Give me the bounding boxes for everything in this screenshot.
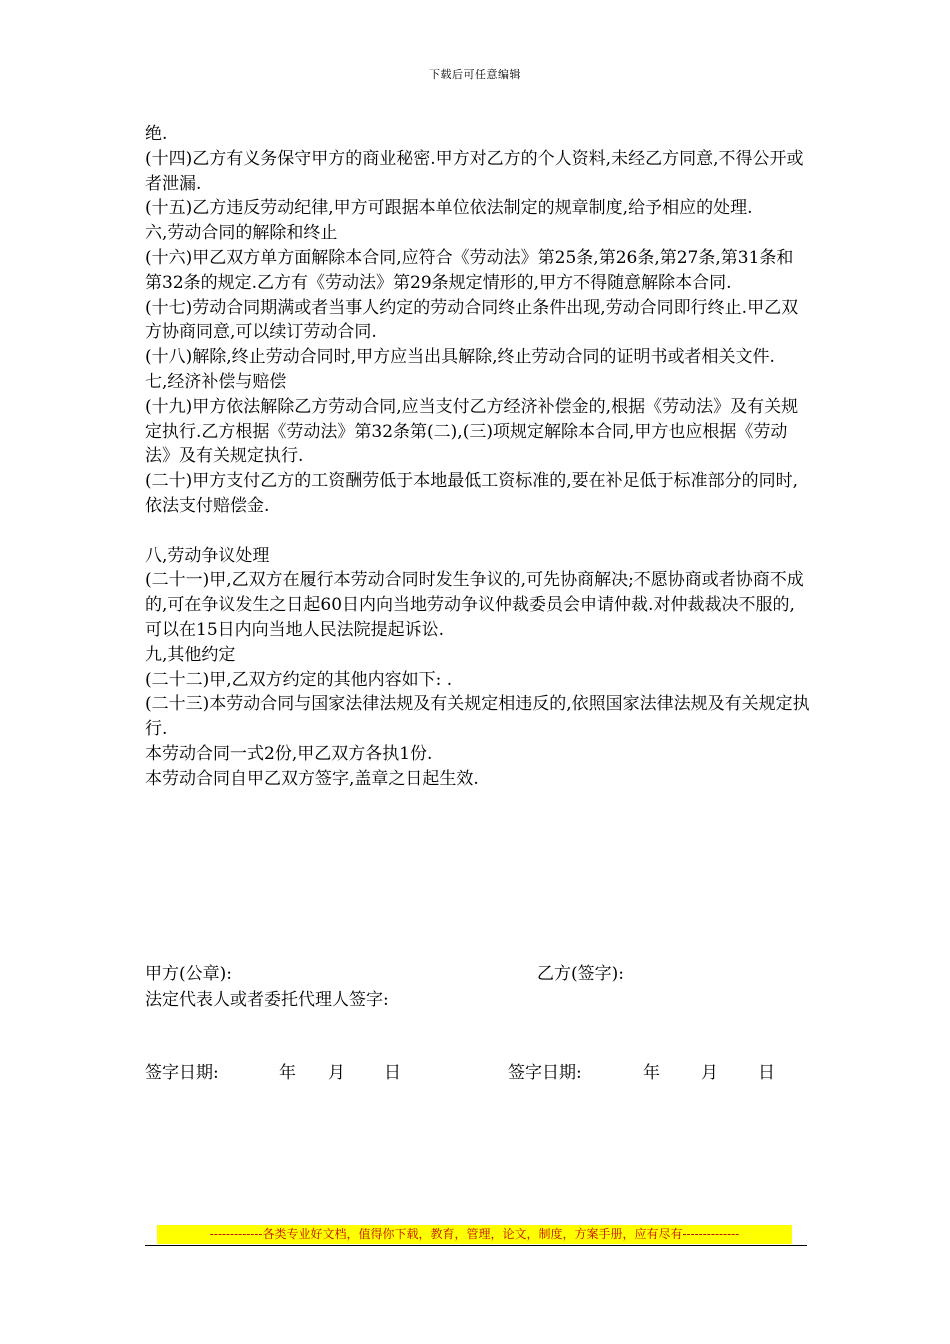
signature-date-row bbox=[145, 1060, 810, 1086]
year-label-party-a: 年 bbox=[279, 1063, 296, 1083]
year-label-party-b: 年 bbox=[643, 1063, 660, 1083]
document-body bbox=[145, 122, 810, 792]
copies-statement: 本劳动合同一式2份,甲乙双方各执1份. bbox=[145, 743, 433, 764]
page-header: 下载后可任意编辑 bbox=[429, 68, 521, 81]
paragraph: 绝. bbox=[145, 124, 168, 144]
day-label-party-a: 日 bbox=[384, 1063, 401, 1083]
footer-divider bbox=[145, 1245, 807, 1246]
month-label-party-b: 月 bbox=[701, 1063, 718, 1083]
clause-19: (十九)甲方依法解除乙方劳动合同,应当支付乙方经济补偿金的,根据《劳动法》及有关规定执行.乙方根据《劳动法》第32条第(二),(三)项规定解除本合同,甲方也应根据《劳动法》及有关规定执行. bbox=[145, 396, 799, 467]
representative-row bbox=[145, 987, 810, 1013]
month-label-party-a: 月 bbox=[328, 1063, 345, 1083]
clause-20: (二十)甲方支付乙方的工资酬劳低于本地最低工资标准的,要在补足低于标准部分的同时,依法支付赔偿金. bbox=[145, 471, 799, 516]
day-label-party-b: 日 bbox=[758, 1063, 775, 1083]
clause-14: (十四)乙方有义务保守甲方的商业秘密.甲方对乙方的个人资料,未经乙方同意,不得公开或者泄漏. bbox=[145, 148, 804, 194]
party-a-seal-label: 甲方(公章): bbox=[145, 964, 232, 984]
party-b-signature-label: 乙方(签字): bbox=[537, 964, 624, 984]
section-heading-9: 九,其他约定 bbox=[145, 644, 236, 665]
clause-16: (十六)甲乙双方单方面解除本合同,应符合《劳动法》第25条,第26条,第27条,第31条和第32条的规定.乙方有《劳动法》第29条规定情形的,甲方不得随意解除本合同. bbox=[145, 247, 794, 293]
clause-23: (二十三)本劳动合同与国家法律法规及有关规定相违反的,依照国家法律法规及有关规定执行. bbox=[145, 694, 810, 740]
representative-signature-label: 法定代表人或者委托代理人签字: bbox=[145, 990, 389, 1010]
signature-parties-row bbox=[145, 961, 810, 987]
clause-17: (十七)劳动合同期满或者当事人约定的劳动合同终止条件出现,劳动合同即行终止.甲乙双方协商同意,可以续订劳动合同. bbox=[145, 297, 799, 343]
section-heading-6: 六,劳动合同的解除和终止 bbox=[145, 223, 338, 244]
section-heading-7: 七,经济补偿与赔偿 bbox=[145, 371, 287, 392]
section-heading-8: 八,劳动争议处理 bbox=[145, 545, 270, 566]
date-label-party-a: 签字日期: bbox=[145, 1063, 219, 1083]
clause-18: (十八)解除,终止劳动合同时,甲方应当出具解除,终止劳动合同的证明书或者相关文件. bbox=[145, 347, 775, 368]
date-label-party-b: 签字日期: bbox=[508, 1063, 582, 1083]
effective-statement: 本劳动合同自甲乙双方签字,盖章之日起生效. bbox=[145, 768, 479, 789]
clause-22: (二十二)甲,乙双方约定的其他内容如下: . bbox=[145, 669, 453, 690]
clause-15: (十五)乙方违反劳动纪律,甲方可跟据本单位依法制定的规章制度,给予相应的处理. bbox=[145, 198, 753, 219]
clause-21: (二十一)甲,乙双方在履行本劳动合同时发生争议的,可先协商解决;不愿协商或者协商不成的,可在争议发生之日起60日内向当地劳动争议仲裁委员会申请仲裁.对仲裁裁决不服的,可以在15日内向当地人民法院提起诉讼. bbox=[145, 570, 804, 640]
footer-banner: -------------各类专业好文档，值得你下载，教育，管理，论文，制度，方案手册，应有尽有-------------- bbox=[157, 1225, 792, 1244]
